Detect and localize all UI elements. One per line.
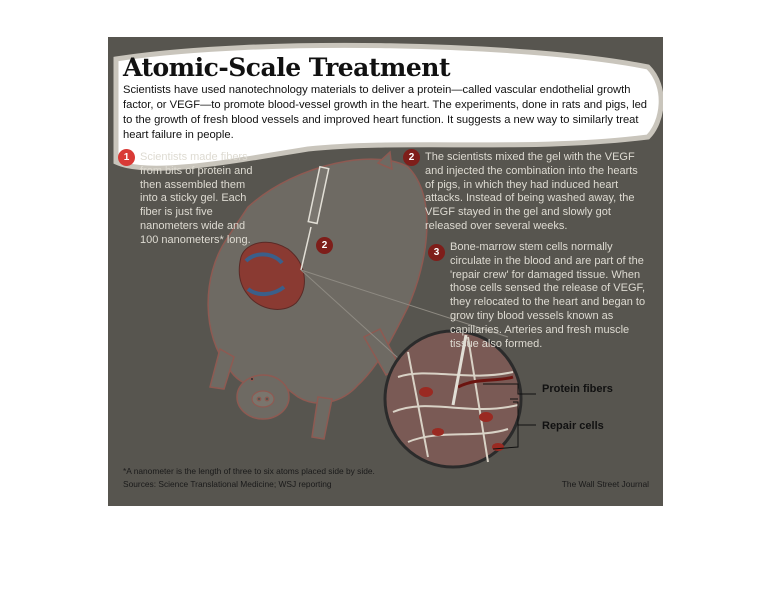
step-2-text: The scientists mixed the gel with the VEGF and injected the combination into the hearts of pigs, in which they had induced heart attacks. Instead of being washed away, the VEGF stayed in the gel and slowly got released over several weeks. xyxy=(425,151,638,232)
protein-fibers-label: Protein fibers xyxy=(542,383,613,395)
step-3-text: Bone-marrow stem cells normally circulate in the blood and are part of the 'repair crew' for damaged tissue. When those cells sensed the release of VEGF, they relocated to the heart and began to grow tiny blood vessels known as capillaries. Arteries and fresh muscle tissue also formed. xyxy=(450,241,646,350)
publisher-credit: The Wall Street Journal xyxy=(561,479,649,489)
infographic-title: Atomic-Scale Treatment xyxy=(123,53,451,82)
infographic-panel xyxy=(108,37,663,506)
step-3-badge: 3 xyxy=(428,244,445,261)
heart-step-badge: 2 xyxy=(316,237,333,254)
footnote: *A nanometer is the length of three to six atoms placed side by side. xyxy=(123,466,375,476)
repair-cells-label: Repair cells xyxy=(542,420,604,432)
sources-line: Sources: Science Translational Medicine; WSJ reporting xyxy=(123,479,332,489)
magnified-tissue-view xyxy=(385,331,521,467)
step-1-text: Scientists made fibers from bits of protein and then assembled them into a sticky gel. Each fiber is just five nanometers wide and 100 nanometers* long. xyxy=(140,151,253,246)
step-2-badge: 2 xyxy=(403,149,420,166)
infographic-subtitle: Scientists have used nanotechnology materials to deliver a protein—called vascular endothelial growth factor, or VEGF—to promote blood-vessel growth in the heart. The experiments, done in rats and pigs, led to the growth of fresh blood vessels and improved heart function. It suggests a new way to similarly treat heart failure in people. xyxy=(123,84,648,141)
step-1-badge: 1 xyxy=(118,149,135,166)
